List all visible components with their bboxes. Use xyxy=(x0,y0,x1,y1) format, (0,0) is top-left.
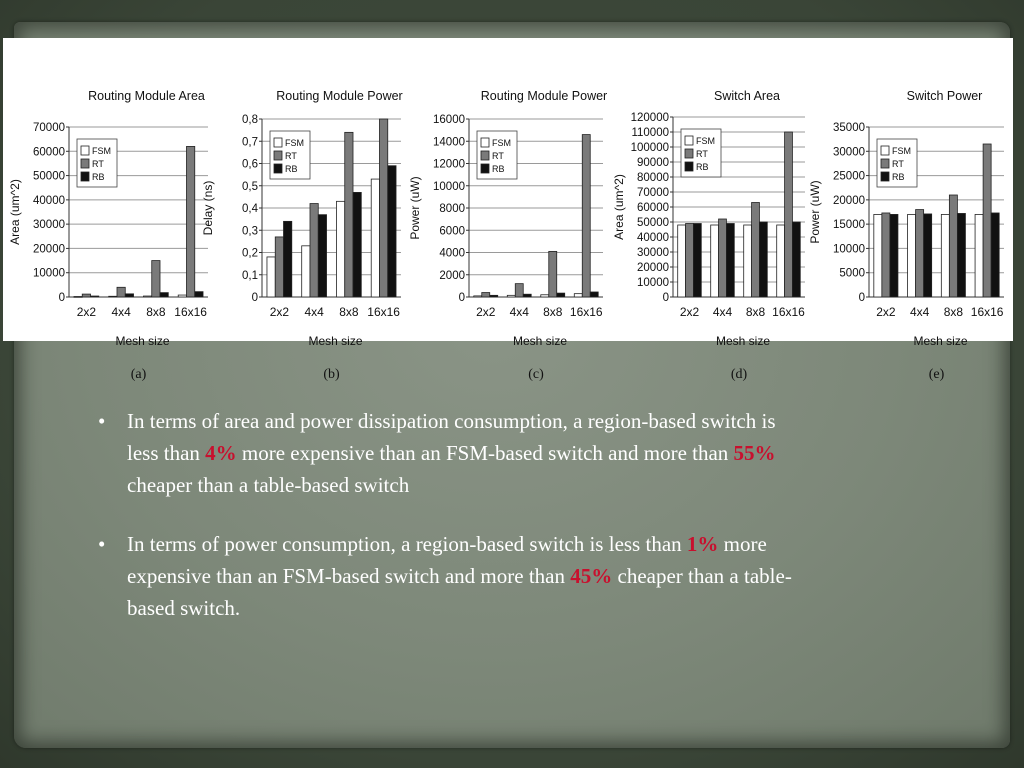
chart-title: Routing Module Power xyxy=(480,89,608,103)
bar-rb xyxy=(160,293,168,297)
bar-rt xyxy=(345,132,353,297)
bullet-symbol: • xyxy=(98,409,106,433)
bar-rb xyxy=(890,214,898,297)
bar-rb xyxy=(318,215,326,297)
x-tick-label: 8x8 xyxy=(745,305,766,319)
y-tick-label: 0 xyxy=(662,292,669,304)
y-tick-label: 0,1 xyxy=(242,269,258,282)
bar-rt xyxy=(152,261,160,297)
y-tick-label: 0,3 xyxy=(242,225,258,238)
bar-rb xyxy=(353,192,361,297)
y-tick-label: 0,7 xyxy=(242,136,258,149)
y-tick-label: 0,8 xyxy=(242,114,258,126)
legend-label: FSM xyxy=(696,136,715,146)
x-axis-label: Mesh size xyxy=(913,334,968,348)
bar-fsm xyxy=(574,294,582,297)
y-tick-label: 70000 xyxy=(33,122,65,134)
y-tick-label: 8000 xyxy=(439,203,465,215)
y-tick-label: 10000 xyxy=(433,180,465,193)
y-tick-label: 110000 xyxy=(631,127,669,139)
y-tick-label: 100000 xyxy=(630,142,669,154)
y-tick-label: 60000 xyxy=(637,202,669,214)
y-axis-label: Power (uW) xyxy=(408,176,422,240)
legend-swatch-rb xyxy=(881,172,889,181)
y-tick-label: 0,4 xyxy=(242,203,258,215)
x-tick-label: 8x8 xyxy=(339,305,359,319)
legend-swatch-rb xyxy=(274,164,282,173)
y-tick-label: 0 xyxy=(858,292,865,304)
legend-label: RB xyxy=(892,172,905,182)
bar-rb xyxy=(91,296,99,297)
bar-rb xyxy=(590,292,598,297)
y-axis-label: Delay (ns) xyxy=(201,180,215,236)
highlight-percent: 45% xyxy=(570,564,613,588)
y-axis-label: Power (uW) xyxy=(808,180,822,244)
bar-fsm xyxy=(678,225,686,297)
x-axis-label: Mesh size xyxy=(512,334,568,348)
chart-caption: (d) xyxy=(730,367,748,382)
highlight-percent: 55% xyxy=(733,441,776,465)
y-tick-label: 14000 xyxy=(433,136,465,149)
y-tick-label: 60000 xyxy=(33,146,65,159)
legend-swatch-rt xyxy=(685,149,693,158)
bullet-text: more expensive than an FSM-based switch and more than xyxy=(127,532,767,588)
bar-rb xyxy=(759,222,767,297)
x-tick-label: 2x2 xyxy=(76,305,97,319)
chart-title: Switch Power xyxy=(906,89,983,103)
bullet-symbol: • xyxy=(98,532,106,556)
x-axis-label: Mesh size xyxy=(308,334,363,348)
legend-label: FSM xyxy=(92,146,111,156)
legend-swatch-rt xyxy=(81,159,89,168)
bullet-text: In terms of area and power dissipation consumption, a region-based switch is less than xyxy=(127,409,776,465)
bar-fsm xyxy=(371,179,379,297)
legend-swatch-rb xyxy=(481,164,489,173)
legend-label: RT xyxy=(285,151,297,161)
x-tick-label: 2x2 xyxy=(876,305,896,319)
y-tick-label: 10000 xyxy=(637,277,669,289)
y-tick-label: 20000 xyxy=(833,194,865,207)
legend-label: RT xyxy=(892,159,904,169)
y-tick-label: 6000 xyxy=(439,225,465,238)
bar-fsm xyxy=(474,296,482,297)
y-tick-label: 80000 xyxy=(637,172,669,184)
y-tick-label: 30000 xyxy=(833,146,865,159)
x-tick-label: 4x4 xyxy=(909,305,930,319)
y-tick-label: 30000 xyxy=(33,219,65,232)
bar-rt xyxy=(310,204,318,297)
bar-rb xyxy=(388,166,396,297)
highlight-percent: 4% xyxy=(205,441,237,465)
bullet-text: In terms of power consumption, a region-based switch is less than xyxy=(127,532,687,556)
bar-charts-figure xyxy=(3,38,1013,382)
bar-fsm xyxy=(507,295,515,297)
bar-rt xyxy=(752,203,760,298)
bullet-text: cheaper than a table-based switch. xyxy=(127,564,792,620)
y-tick-label: 2000 xyxy=(439,269,465,282)
chart-title: Routing Module Area xyxy=(88,89,205,103)
bar-rt xyxy=(719,219,727,297)
bar-rt xyxy=(949,195,957,297)
bar-rt xyxy=(275,237,283,297)
figure-panel xyxy=(3,38,1013,382)
bar-rb xyxy=(125,294,133,297)
bar-fsm xyxy=(178,295,186,297)
y-tick-label: 30000 xyxy=(637,247,669,259)
y-tick-label: 4000 xyxy=(439,247,465,260)
bar-rb xyxy=(957,213,965,297)
x-tick-label: 8x8 xyxy=(146,305,166,319)
legend-swatch-rb xyxy=(685,162,693,171)
legend-swatch-fsm xyxy=(274,138,282,147)
bar-rb xyxy=(726,224,734,298)
y-tick-label: 90000 xyxy=(637,157,669,169)
bar-rt xyxy=(983,144,991,297)
chart-caption: (e) xyxy=(928,367,945,382)
y-tick-label: 12000 xyxy=(433,158,465,171)
y-tick-label: 70000 xyxy=(637,187,669,199)
legend-label: RB xyxy=(92,172,105,182)
bar-fsm xyxy=(541,295,549,297)
x-tick-label: 4x4 xyxy=(111,305,131,319)
y-tick-label: 20000 xyxy=(637,262,669,274)
bar-fsm xyxy=(143,296,151,297)
bullet-text: cheaper than a table-based switch xyxy=(127,473,410,497)
bar-fsm xyxy=(941,214,949,297)
bar-fsm xyxy=(302,246,310,297)
bar-rt xyxy=(82,294,90,297)
x-tick-label: 16x16 xyxy=(772,305,805,319)
legend-label: FSM xyxy=(285,138,304,148)
legend-label: RT xyxy=(696,149,708,159)
legend-label: RB xyxy=(696,162,709,172)
x-tick-label: 16x16 xyxy=(367,305,400,319)
y-axis-label: Area (um^2) xyxy=(8,179,22,245)
x-tick-label: 8x8 xyxy=(543,305,563,319)
x-tick-label: 16x16 xyxy=(970,305,1004,319)
bar-fsm xyxy=(744,225,752,297)
bullet-item xyxy=(98,528,798,624)
legend-swatch-fsm xyxy=(481,138,489,147)
legend-label: RB xyxy=(492,164,505,174)
bar-rt xyxy=(549,251,557,297)
y-tick-label: 0 xyxy=(458,292,465,304)
legend-swatch-rb xyxy=(81,172,89,181)
bar-fsm xyxy=(975,214,983,297)
bar-fsm xyxy=(777,225,785,297)
x-tick-label: 4x4 xyxy=(304,305,324,319)
y-tick-label: 0,5 xyxy=(242,180,258,193)
legend-swatch-fsm xyxy=(81,146,89,155)
y-tick-label: 15000 xyxy=(833,219,865,232)
bar-fsm xyxy=(874,214,882,297)
bar-rt xyxy=(117,287,125,297)
x-tick-label: 16x16 xyxy=(174,305,207,319)
legend-swatch-rt xyxy=(274,151,282,160)
y-tick-label: 40000 xyxy=(33,194,65,207)
bar-fsm xyxy=(711,225,719,297)
bullet-list xyxy=(98,405,798,651)
bar-rb xyxy=(284,221,292,297)
bar-rt xyxy=(186,146,194,297)
legend-swatch-fsm xyxy=(685,136,693,145)
chart-title: Routing Module Power xyxy=(276,89,403,103)
legend-swatch-rt xyxy=(481,151,489,160)
x-tick-label: 8x8 xyxy=(943,305,964,319)
bar-rt xyxy=(785,132,793,297)
legend-label: RB xyxy=(285,164,298,174)
x-axis-label: Mesh size xyxy=(715,334,771,348)
bar-rt xyxy=(482,293,490,297)
x-tick-label: 2x2 xyxy=(269,305,290,319)
legend-label: FSM xyxy=(492,138,511,148)
bar-fsm xyxy=(908,214,916,297)
legend-label: RT xyxy=(92,159,104,169)
legend-swatch-rt xyxy=(881,159,889,168)
y-tick-label: 20000 xyxy=(33,243,65,256)
legend-label: FSM xyxy=(892,146,911,156)
bar-rb xyxy=(523,294,531,297)
y-tick-label: 10000 xyxy=(833,243,865,256)
x-tick-label: 4x4 xyxy=(509,305,529,319)
chart-title: Switch Area xyxy=(713,89,781,103)
y-tick-label: 16000 xyxy=(433,114,465,126)
bar-fsm xyxy=(336,201,344,297)
bullet-text: more expensive than an FSM-based switch and more than xyxy=(236,441,734,465)
highlight-percent: 1% xyxy=(686,532,719,556)
bar-rb xyxy=(557,293,565,297)
bar-rt xyxy=(916,210,924,297)
y-tick-label: 120000 xyxy=(630,112,669,124)
x-tick-label: 16x16 xyxy=(569,305,603,319)
bar-rb xyxy=(924,214,932,297)
x-tick-label: 2x2 xyxy=(476,305,496,319)
bar-rb xyxy=(490,295,498,297)
y-tick-label: 5000 xyxy=(839,267,865,280)
y-tick-label: 0,2 xyxy=(242,247,258,260)
y-axis-label: Area (um^2) xyxy=(612,174,626,240)
x-tick-label: 4x4 xyxy=(712,305,733,319)
y-tick-label: 0 xyxy=(251,292,258,304)
bar-rb xyxy=(195,292,203,297)
bar-rt xyxy=(686,224,694,298)
y-tick-label: 35000 xyxy=(833,122,865,134)
legend-label: RT xyxy=(492,151,504,161)
chart-caption: (b) xyxy=(323,367,340,382)
bar-rt xyxy=(882,213,890,297)
y-tick-label: 50000 xyxy=(33,170,65,183)
x-tick-label: 2x2 xyxy=(679,305,700,319)
bar-rb xyxy=(991,213,999,297)
y-tick-label: 0,6 xyxy=(242,158,258,171)
bar-fsm xyxy=(74,297,82,298)
y-tick-label: 40000 xyxy=(637,232,669,244)
bar-rt xyxy=(379,119,387,297)
bullet-item xyxy=(98,405,798,501)
bar-rt xyxy=(582,135,590,297)
y-tick-label: 10000 xyxy=(33,267,65,280)
chart-caption: (a) xyxy=(130,367,147,382)
bar-rb xyxy=(693,224,701,298)
chart-caption: (c) xyxy=(528,367,544,382)
legend-swatch-fsm xyxy=(881,146,889,155)
bar-fsm xyxy=(109,296,117,297)
bar-rb xyxy=(792,222,800,297)
bar-rt xyxy=(515,284,523,297)
x-axis-label: Mesh size xyxy=(115,334,170,348)
y-tick-label: 0 xyxy=(58,292,65,304)
bar-fsm xyxy=(267,257,275,297)
y-tick-label: 50000 xyxy=(637,217,669,229)
y-tick-label: 25000 xyxy=(833,170,865,183)
